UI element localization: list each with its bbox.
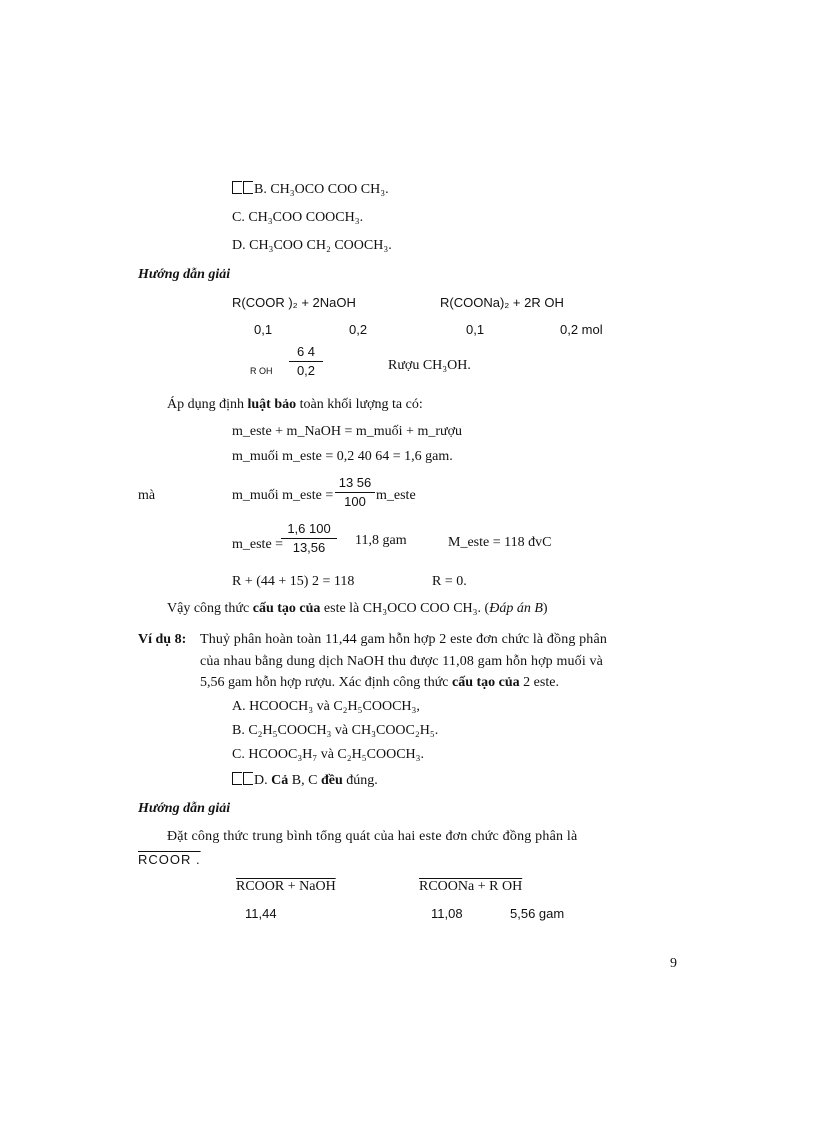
example-8-line2: của nhau bằng dung dịch NaOH thu được 11,08 gam hỗn hợp muối và [200, 654, 604, 669]
ester-numerator: 1,6 100 [281, 520, 337, 539]
example-8-option-a: A. HCOOCH₃ và C₂H₅COOCH₃, [232, 699, 420, 714]
opt-d-bold2: đều [320, 773, 343, 788]
mass-balance: m_este + m_NaOH = m_muối + m_rượu [232, 424, 462, 439]
alcohol-result: Rượu CH₃OH. [388, 358, 471, 373]
ester-mass-fraction [281, 520, 337, 557]
guide2-eq-right: RCOONa + R OH [419, 879, 523, 894]
option-c: C. CH₃COO COOCH₃. [232, 210, 364, 225]
mol-ester: 0,1 [254, 322, 273, 337]
ratio-numerator: 13 56 [335, 474, 375, 493]
checkbox-glyph [243, 772, 253, 785]
apply-law [167, 396, 423, 414]
apply-post: toàn khối lượng ta có: [296, 397, 423, 412]
ester-mass-left: m_este = [232, 537, 284, 552]
concl-end: ) [542, 601, 548, 616]
ratio-left: m_muối m_este = [232, 488, 334, 503]
r-value: R = 0. [432, 574, 467, 589]
example-8-line1: Thuỷ phân hoàn toàn 11,44 gam hỗn hợp 2 este đơn chức là đồng phân [200, 632, 607, 647]
ma-label: mà [138, 488, 156, 503]
line3-pre: 5,56 gam hỗn hợp rượu. Xác định công thức [200, 675, 452, 690]
mol-salt: 0,1 [466, 322, 485, 337]
salt-mass: m_muối m_este = 0,2 40 64 = 1,6 gam. [232, 449, 453, 464]
reaction-left: R(COOR )₂ + 2NaOH [232, 295, 356, 310]
guide2-m-ester: 11,44 [245, 906, 277, 921]
ester-mass-result: 11,8 gam [355, 533, 407, 548]
concl-bold: cấu tạo của [252, 601, 321, 616]
mol-alcohol: 0,2 mol [560, 322, 603, 337]
roh-label: R OH [250, 366, 273, 376]
example-8-line3 [200, 674, 559, 692]
checkbox-glyph [232, 181, 242, 194]
apply-pre: Áp dụng định [167, 397, 248, 412]
guide-heading-2: Hướng dẫn giải [138, 801, 231, 816]
guide2-eq-left: RCOOR + NaOH [236, 879, 336, 894]
option-d: D. CH₃COO CH₂ COOCH₃. [232, 238, 392, 253]
checkbox-glyph [232, 772, 242, 785]
concl-answer: Đáp án B [489, 601, 543, 616]
option-b-text: B. CH₃OCO COO CH₃. [254, 182, 389, 197]
opt-d-mid: B, C [288, 773, 321, 788]
concl-mid: este là CH₃OCO COO CH₃. ( [320, 601, 490, 616]
molar-mass: M_este = 118 đvC [448, 535, 552, 550]
checkbox-glyph [243, 181, 253, 194]
line3-post: 2 este. [519, 675, 559, 690]
conclusion [167, 600, 548, 618]
ratio-tail: m_este [376, 488, 416, 503]
roh-fraction [289, 343, 323, 380]
roh-denominator: 0,2 [296, 363, 316, 378]
opt-d-pre: D. [254, 773, 272, 788]
guide2-line1: Đặt công thức trung bình tổng quát của hai este đơn chức đồng phân là [167, 829, 578, 844]
guide2-m-salt: 11,08 [431, 906, 463, 921]
guide2-formula: RCOOR . [138, 852, 201, 867]
roh-numerator: 6 4 [289, 343, 323, 362]
reaction-right: R(COONa)₂ + 2R OH [440, 295, 564, 310]
guide2-m-alcohol: 5,56 gam [510, 906, 565, 921]
example-8-label: Ví dụ 8: [138, 632, 187, 647]
line3-bold: cấu tạo của [452, 675, 520, 690]
mol-naoh: 0,2 [349, 322, 368, 337]
r-equation: R + (44 + 15) 2 = 118 [232, 574, 355, 589]
example-8-option-c: C. HCOOC₃H₇ và C₂H₅COOCH₃. [232, 747, 425, 762]
ratio-denominator: 100 [344, 494, 366, 509]
concl-pre: Vậy công thức [167, 601, 253, 616]
option-b [232, 181, 389, 199]
page-number: 9 [670, 956, 677, 971]
ester-denominator: 13,56 [292, 540, 326, 555]
guide-heading-1: Hướng dẫn giải [138, 267, 231, 282]
opt-d-bold1: Cả [271, 773, 289, 788]
opt-d-post: đúng. [342, 773, 378, 788]
ratio-fraction [335, 474, 375, 511]
apply-bold: luật bảo [247, 397, 297, 412]
example-8-option-b: B. C₂H₅COOCH₃ và CH₃COOC₂H₅. [232, 723, 439, 738]
example-8-option-d [232, 772, 378, 790]
